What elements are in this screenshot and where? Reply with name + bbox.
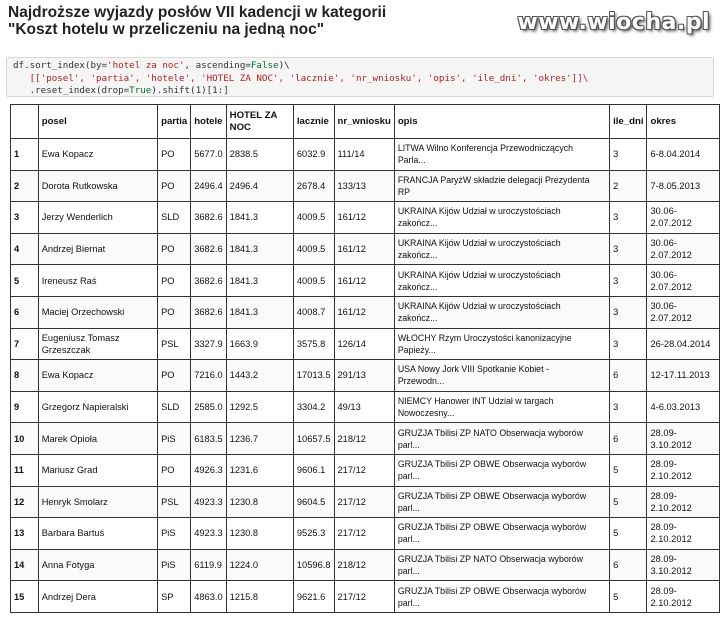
table-row bbox=[11, 170, 720, 202]
cell-okres: 28.09-2.10.2012 bbox=[647, 518, 720, 550]
column-header-partia: partia bbox=[158, 105, 191, 139]
cell-hotele: 2585.0 bbox=[191, 391, 226, 423]
cell-okres: 7-8.05.2013 bbox=[647, 170, 720, 202]
opis-line-1: GRUZJA Tbilisi ZP NATO Obserwacja wyborów bbox=[397, 554, 583, 565]
table-row bbox=[11, 518, 720, 550]
cell-hotel-za-noc: 1230.8 bbox=[226, 486, 293, 518]
table-row bbox=[11, 581, 720, 613]
column-header-index bbox=[11, 105, 39, 139]
code-token: , ascending= bbox=[184, 60, 251, 71]
cell-nr-wniosku: 217/12 bbox=[334, 454, 394, 486]
cell-hotel-za-noc: 2838.5 bbox=[226, 139, 293, 171]
opis-line-1: USA Nowy Jork VIII Spotkanie Kobiet - bbox=[397, 364, 549, 375]
cell-opis bbox=[394, 233, 609, 265]
cell-hotel-za-noc: 1224.0 bbox=[226, 549, 293, 581]
cell-nr-wniosku: 111/14 bbox=[334, 139, 394, 171]
cell-partia: PiS bbox=[158, 423, 191, 455]
cell-opis bbox=[394, 360, 609, 392]
cell-posel: Ewa Kopacz bbox=[38, 139, 157, 171]
code-cell[interactable] bbox=[6, 57, 714, 97]
cell-partia: SLD bbox=[158, 202, 191, 234]
opis-line-1: GRUZJA Tbilisi ZP NATO Obserwacja wyborów bbox=[397, 427, 583, 438]
cell-lacznie: 3304.2 bbox=[293, 391, 334, 423]
cell-hotel-za-noc: 1841.3 bbox=[226, 202, 293, 234]
cell-nr-wniosku: 161/12 bbox=[334, 265, 394, 297]
cell-partia: PSL bbox=[158, 486, 191, 518]
cell-okres: 28.09-2.10.2012 bbox=[647, 454, 720, 486]
column-header-posel: posel bbox=[38, 105, 157, 139]
cell-partia: PO bbox=[158, 233, 191, 265]
cell-hotele: 6183.5 bbox=[191, 423, 226, 455]
code-token: .reset_index(drop= bbox=[13, 85, 130, 96]
cell-index: 14 bbox=[11, 549, 39, 581]
column-header-hotele: hotele bbox=[191, 105, 226, 139]
cell-lacznie: 4009.5 bbox=[293, 265, 334, 297]
opis-line-2: zakończ... bbox=[397, 313, 438, 324]
cell-okres: 26-28.04.2014 bbox=[647, 328, 720, 360]
cell-lacznie: 9606.1 bbox=[293, 454, 334, 486]
cell-index: 6 bbox=[11, 296, 39, 328]
cell-hotele: 4926.3 bbox=[191, 454, 226, 486]
cell-nr-wniosku: 161/12 bbox=[334, 296, 394, 328]
cell-opis bbox=[394, 549, 609, 581]
cell-okres: 30.06-2.07.2012 bbox=[647, 202, 720, 234]
cell-hotel-za-noc: 1443.2 bbox=[226, 360, 293, 392]
cell-ile-dni: 6 bbox=[610, 549, 647, 581]
title-line-1: Najdroższe wyjazdy posłów VII kadencji w kategorii bbox=[8, 4, 387, 21]
table-row bbox=[11, 328, 720, 360]
cell-partia: PiS bbox=[158, 549, 191, 581]
cell-opis bbox=[394, 296, 609, 328]
column-header-okres: okres bbox=[647, 105, 720, 139]
cell-index: 7 bbox=[11, 328, 39, 360]
cell-hotele: 3682.6 bbox=[191, 233, 226, 265]
cell-partia: PO bbox=[158, 170, 191, 202]
cell-hotel-za-noc: 1663.9 bbox=[226, 328, 293, 360]
cell-ile-dni: 2 bbox=[610, 170, 647, 202]
cell-hotel-za-noc: 1841.3 bbox=[226, 233, 293, 265]
cell-nr-wniosku: 217/12 bbox=[334, 518, 394, 550]
table-row bbox=[11, 391, 720, 423]
cell-posel: Mariusz Grad bbox=[38, 454, 157, 486]
cell-okres: 28.09-2.10.2012 bbox=[647, 486, 720, 518]
cell-nr-wniosku: 49/13 bbox=[334, 391, 394, 423]
cell-partia: PSL bbox=[158, 328, 191, 360]
cell-nr-wniosku: 218/12 bbox=[334, 549, 394, 581]
cell-posel: Ireneusz Raś bbox=[38, 265, 157, 297]
opis-line-2: parl... bbox=[397, 471, 420, 482]
table-row bbox=[11, 296, 720, 328]
cell-hotele: 6119.9 bbox=[191, 549, 226, 581]
cell-hotele: 7216.0 bbox=[191, 360, 226, 392]
cell-hotel-za-noc: 1292.5 bbox=[226, 391, 293, 423]
cell-opis bbox=[394, 486, 609, 518]
cell-posel: Andrzej Biernat bbox=[38, 233, 157, 265]
cell-okres: 4-6.03.2013 bbox=[647, 391, 720, 423]
cell-index: 4 bbox=[11, 233, 39, 265]
opis-line-1: GRUZJA Tbilisi ZP OBWE Obserwacja wyborów bbox=[397, 459, 587, 470]
table-row bbox=[11, 423, 720, 455]
cell-lacznie: 4009.5 bbox=[293, 233, 334, 265]
cell-hotel-za-noc: 2496.4 bbox=[226, 170, 293, 202]
cell-hotele: 4863.0 bbox=[191, 581, 226, 613]
cell-partia: PO bbox=[158, 360, 191, 392]
results-table bbox=[10, 104, 720, 613]
cell-ile-dni: 5 bbox=[610, 518, 647, 550]
cell-opis bbox=[394, 170, 609, 202]
cell-posel: Marek Opioła bbox=[38, 423, 157, 455]
cell-okres: 30.06-2.07.2012 bbox=[647, 265, 720, 297]
opis-line-2: parl... bbox=[397, 534, 420, 545]
cell-hotel-za-noc: 1230.8 bbox=[226, 518, 293, 550]
opis-line-1: NIEMCY Hanower INT Udział w targach bbox=[397, 396, 554, 407]
opis-line-1: GRUZJA Tbilisi ZP OBWE Obserwacja wyborów bbox=[397, 490, 587, 501]
cell-ile-dni: 3 bbox=[610, 202, 647, 234]
cell-nr-wniosku: 126/14 bbox=[334, 328, 394, 360]
opis-line-2: parl... bbox=[397, 439, 420, 450]
cell-partia: PO bbox=[158, 454, 191, 486]
cell-index: 9 bbox=[11, 391, 39, 423]
cell-posel: Andrzej Dera bbox=[38, 581, 157, 613]
opis-line-2: parl... bbox=[397, 502, 420, 513]
cell-hotele: 3682.6 bbox=[191, 202, 226, 234]
cell-hotele: 4923.3 bbox=[191, 518, 226, 550]
cell-index: 11 bbox=[11, 454, 39, 486]
cell-nr-wniosku: 218/12 bbox=[334, 423, 394, 455]
cell-index: 10 bbox=[11, 423, 39, 455]
opis-line-2: RP bbox=[397, 186, 411, 197]
cell-hotele: 2496.4 bbox=[191, 170, 226, 202]
code-token: ).shift(1)[1:] bbox=[151, 85, 229, 96]
cell-ile-dni: 3 bbox=[610, 296, 647, 328]
cell-hotele: 5677.0 bbox=[191, 139, 226, 171]
opis-line-1: WŁOCHY Rzym Uroczystości kanonizacyjne bbox=[397, 332, 572, 343]
cell-posel: Anna Fotyga bbox=[38, 549, 157, 581]
cell-nr-wniosku: 133/13 bbox=[334, 170, 394, 202]
opis-line-1: UKRAINA Kijów Udział w uroczystościach bbox=[397, 206, 561, 217]
cell-partia: PiS bbox=[158, 518, 191, 550]
cell-ile-dni: 5 bbox=[610, 486, 647, 518]
cell-index: 13 bbox=[11, 518, 39, 550]
cell-partia: PO bbox=[158, 265, 191, 297]
cell-okres: 12-17.11.2013 bbox=[647, 360, 720, 392]
cell-nr-wniosku: 161/12 bbox=[334, 233, 394, 265]
cell-okres: 28.09-2.10.2012 bbox=[647, 581, 720, 613]
opis-line-2: Parla... bbox=[397, 155, 426, 166]
opis-line-2: parl... bbox=[397, 597, 420, 608]
opis-line-1: UKRAINA Kijów Udział w uroczystościach bbox=[397, 269, 561, 280]
cell-lacznie: 10657.5 bbox=[293, 423, 334, 455]
cell-posel: Jerzy Wenderlich bbox=[38, 202, 157, 234]
cell-index: 15 bbox=[11, 581, 39, 613]
cell-ile-dni: 5 bbox=[610, 581, 647, 613]
cell-ile-dni: 6 bbox=[610, 423, 647, 455]
cell-lacznie: 4008.7 bbox=[293, 296, 334, 328]
code-string: 'hotel za noc' bbox=[107, 60, 185, 71]
cell-index: 12 bbox=[11, 486, 39, 518]
cell-opis bbox=[394, 139, 609, 171]
code-keyword: True bbox=[129, 85, 152, 96]
cell-lacznie: 9604.5 bbox=[293, 486, 334, 518]
cell-posel: Grzegorz Napieralski bbox=[38, 391, 157, 423]
cell-hotele: 3682.6 bbox=[191, 265, 226, 297]
opis-line-1: UKRAINA Kijów Udział w uroczystościach bbox=[397, 301, 561, 312]
cell-okres: 6-8.04.2014 bbox=[647, 139, 720, 171]
cell-nr-wniosku: 161/12 bbox=[334, 202, 394, 234]
cell-lacznie: 6032.9 bbox=[293, 139, 334, 171]
cell-opis bbox=[394, 454, 609, 486]
opis-line-2: zakończ... bbox=[397, 218, 438, 229]
cell-ile-dni: 3 bbox=[610, 328, 647, 360]
column-header-ile-dni: ile_dni bbox=[610, 105, 647, 139]
cell-lacznie: 4009.5 bbox=[293, 202, 334, 234]
title-line-2: "Koszt hotelu w przeliczeniu na jedną noc" bbox=[8, 21, 325, 38]
cell-partia: SP bbox=[158, 581, 191, 613]
site-watermark: www.wiocha.pl bbox=[517, 10, 710, 35]
column-header-nr-wniosku: nr_wniosku bbox=[334, 105, 394, 139]
cell-okres: 30.06-2.07.2012 bbox=[647, 296, 720, 328]
cell-nr-wniosku: 217/12 bbox=[334, 581, 394, 613]
cell-posel: Barbara Bartuś bbox=[38, 518, 157, 550]
code-token: df.sort_index(by= bbox=[13, 60, 108, 71]
opis-line-1: LITWA Wilno Konferencja Przewodniczących bbox=[397, 143, 574, 154]
cell-partia: PO bbox=[158, 139, 191, 171]
column-header-hotel-za-noc: HOTEL ZA NOC bbox=[226, 105, 293, 139]
opis-line-2: zakończ... bbox=[397, 281, 438, 292]
cell-ile-dni: 5 bbox=[610, 454, 647, 486]
opis-line-2: Nowoczesny... bbox=[397, 408, 455, 419]
cell-ile-dni: 3 bbox=[610, 265, 647, 297]
cell-index: 3 bbox=[11, 202, 39, 234]
opis-line-2: zakończ... bbox=[397, 250, 438, 261]
cell-hotel-za-noc: 1231.6 bbox=[226, 454, 293, 486]
cell-okres: 30.06-2.07.2012 bbox=[647, 233, 720, 265]
cell-hotel-za-noc: 1841.3 bbox=[226, 296, 293, 328]
cell-opis bbox=[394, 391, 609, 423]
code-keyword: False bbox=[250, 60, 279, 71]
cell-lacznie: 17013.5 bbox=[293, 360, 334, 392]
cell-lacznie: 2678.4 bbox=[293, 170, 334, 202]
cell-hotele: 4923.3 bbox=[191, 486, 226, 518]
cell-hotele: 3682.6 bbox=[191, 296, 226, 328]
cell-opis bbox=[394, 202, 609, 234]
opis-line-1: UKRAINA Kijów Udział w uroczystościach bbox=[397, 238, 561, 249]
opis-line-2: parl... bbox=[397, 566, 420, 577]
table-row bbox=[11, 265, 720, 297]
cell-index: 2 bbox=[11, 170, 39, 202]
cell-partia: PO bbox=[158, 296, 191, 328]
table-row bbox=[11, 202, 720, 234]
cell-posel: Eugeniusz Tomasz Grzeszczak bbox=[38, 328, 157, 360]
cell-hotel-za-noc: 1841.3 bbox=[226, 265, 293, 297]
cell-posel: Henryk Smolarz bbox=[38, 486, 157, 518]
cell-ile-dni: 3 bbox=[610, 139, 647, 171]
cell-ile-dni: 6 bbox=[610, 360, 647, 392]
cell-opis bbox=[394, 265, 609, 297]
table-row bbox=[11, 454, 720, 486]
cell-posel: Ewa Kopacz bbox=[38, 360, 157, 392]
cell-lacznie: 9525.3 bbox=[293, 518, 334, 550]
cell-ile-dni: 3 bbox=[610, 233, 647, 265]
cell-nr-wniosku: 217/12 bbox=[334, 486, 394, 518]
opis-line-2: Papieży... bbox=[397, 344, 436, 355]
cell-okres: 28.09-3.10.2012 bbox=[647, 549, 720, 581]
table-row bbox=[11, 360, 720, 392]
cell-hotel-za-noc: 1236.7 bbox=[226, 423, 293, 455]
cell-opis bbox=[394, 581, 609, 613]
cell-partia: SLD bbox=[158, 391, 191, 423]
cell-opis bbox=[394, 423, 609, 455]
cell-index: 5 bbox=[11, 265, 39, 297]
column-header-opis: opis bbox=[394, 105, 609, 139]
cell-index: 1 bbox=[11, 139, 39, 171]
cell-nr-wniosku: 291/13 bbox=[334, 360, 394, 392]
cell-lacznie: 10596.8 bbox=[293, 549, 334, 581]
cell-index: 8 bbox=[11, 360, 39, 392]
opis-line-2: Przewodn... bbox=[397, 376, 445, 387]
code-columns-list: [['posel', 'partia', 'hotele', 'HOTEL ZA NOC', 'lacznie', 'nr_wniosku', 'opis', 'ile_dni', 'okres']]\ bbox=[13, 72, 589, 84]
cell-hotel-za-noc: 1215.8 bbox=[226, 581, 293, 613]
page-header bbox=[0, 0, 720, 52]
table-row bbox=[11, 139, 720, 171]
cell-posel: Dorota Rutkowska bbox=[38, 170, 157, 202]
cell-opis bbox=[394, 328, 609, 360]
table-row bbox=[11, 233, 720, 265]
table-header-row bbox=[11, 105, 720, 139]
cell-hotele: 3327.9 bbox=[191, 328, 226, 360]
table-row bbox=[11, 549, 720, 581]
cell-lacznie: 9621.6 bbox=[293, 581, 334, 613]
opis-line-1: GRUZJA Tbilisi ZP OBWE Obserwacja wyborów bbox=[397, 522, 587, 533]
cell-okres: 28.09-3.10.2012 bbox=[647, 423, 720, 455]
page-title bbox=[8, 4, 386, 38]
cell-ile-dni: 3 bbox=[610, 391, 647, 423]
cell-posel: Maciej Orzechowski bbox=[38, 296, 157, 328]
cell-opis bbox=[394, 518, 609, 550]
cell-lacznie: 3575.8 bbox=[293, 328, 334, 360]
table-row bbox=[11, 486, 720, 518]
column-header-lacznie: lacznie bbox=[293, 105, 334, 139]
code-token: )\ bbox=[278, 60, 290, 71]
opis-line-1: FRANCJA ParyżW składzie delegacji Prezydenta bbox=[397, 174, 590, 185]
opis-line-1: GRUZJA Tbilisi ZP OBWE Obserwacja wyborów bbox=[397, 585, 587, 596]
